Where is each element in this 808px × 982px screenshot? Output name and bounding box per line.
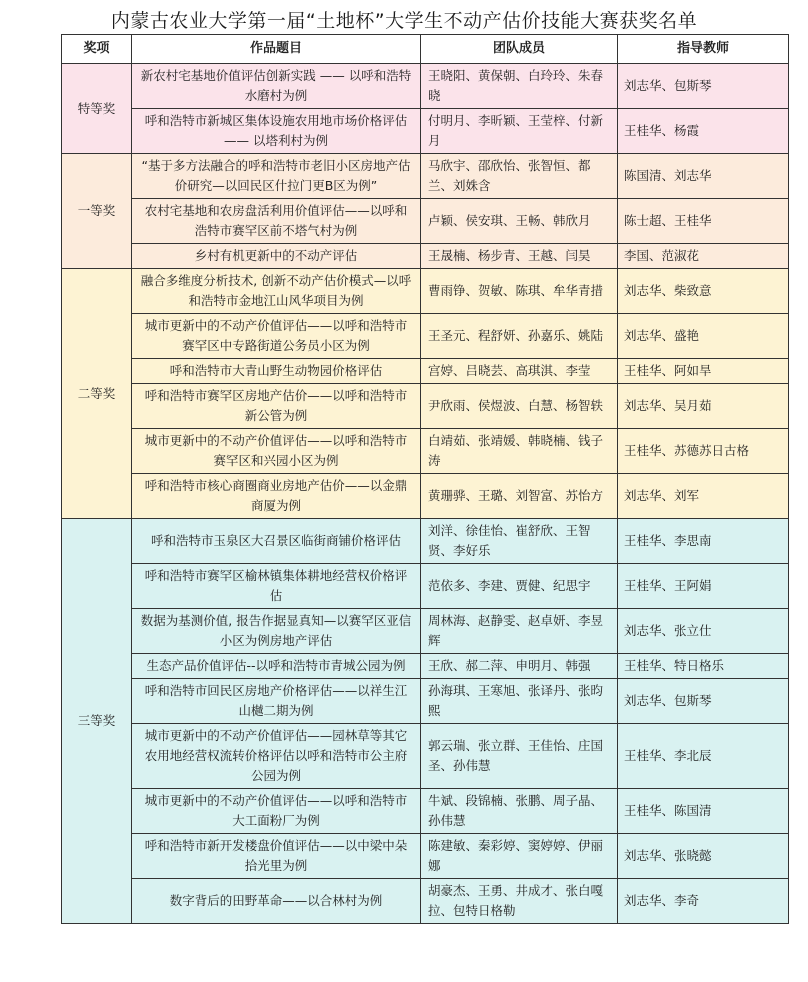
advisors-cell: 王桂华、李思南 <box>618 519 789 564</box>
members-cell: 卢颖、侯安琪、王畅、韩欣月 <box>421 199 618 244</box>
members-cell: 王圣元、程舒妍、孙嘉乐、姚陆 <box>421 314 618 359</box>
advisors-cell: 王桂华、特日格乐 <box>618 654 789 679</box>
advisors-cell: 王桂华、陈国清 <box>618 789 789 834</box>
advisors-cell: 王桂华、苏德苏日古格 <box>618 429 789 474</box>
award-cell: 二等奖 <box>62 269 132 519</box>
advisors-cell: 刘志华、吴月茹 <box>618 384 789 429</box>
advisors-cell: 王桂华、李北辰 <box>618 724 789 789</box>
members-cell: 范依多、李建、贾健、纪思宇 <box>421 564 618 609</box>
work-cell: 呼和浩特市回民区房地产价格评估——以祥生江山樾二期为例 <box>132 679 421 724</box>
table-row <box>62 244 789 269</box>
advisors-cell: 刘志华、张晓懿 <box>618 834 789 879</box>
table-row <box>62 64 789 109</box>
table-row <box>62 154 789 199</box>
advisors-cell: 李国、范淑花 <box>618 244 789 269</box>
advisors-cell: 陈国清、刘志华 <box>618 154 789 199</box>
members-cell: 周林海、赵静雯、赵卓妍、李昱辉 <box>421 609 618 654</box>
work-cell: 呼和浩特市大青山野生动物园价格评估 <box>132 359 421 384</box>
advisors-cell: 王桂华、杨霞 <box>618 109 789 154</box>
table-row <box>62 834 789 879</box>
advisors-cell: 刘志华、李奇 <box>618 879 789 924</box>
members-cell: 尹欣雨、侯煜波、白慧、杨智轶 <box>421 384 618 429</box>
members-cell: 付明月、李昕颖、王莹梓、付新月 <box>421 109 618 154</box>
table-row <box>62 879 789 924</box>
members-cell: 郭云瑞、张立群、王佳怡、庄国圣、孙伟慧 <box>421 724 618 789</box>
table-row <box>62 429 789 474</box>
members-cell: 马欣宇、邵欣怡、张智恒、都兰、刘姝含 <box>421 154 618 199</box>
work-cell: 乡村有机更新中的不动产评估 <box>132 244 421 269</box>
award-cell: 三等奖 <box>62 519 132 924</box>
members-cell: 宫婷、吕晓芸、高琪淇、李莹 <box>421 359 618 384</box>
advisors-cell: 刘志华、盛艳 <box>618 314 789 359</box>
header-advisors: 指导教师 <box>618 35 789 64</box>
award-cell: 特等奖 <box>62 64 132 154</box>
advisors-cell: 刘志华、包斯琴 <box>618 679 789 724</box>
table-row <box>62 679 789 724</box>
awards-body <box>62 64 789 924</box>
work-cell: 呼和浩特市核心商圈商业房地产估价——以金鼎商厦为例 <box>132 474 421 519</box>
work-cell: 新农村宅基地价值评估创新实践 —— 以呼和浩特水磨村为例 <box>132 64 421 109</box>
members-cell: 胡豪杰、王勇、井成才、张白嘎拉、包特日格勒 <box>421 879 618 924</box>
table-row <box>62 789 789 834</box>
members-cell: 白靖茹、张靖媛、韩晓楠、钱子涛 <box>421 429 618 474</box>
advisors-cell: 刘志华、柴致意 <box>618 269 789 314</box>
members-cell: 陈建敏、秦彩婷、窦婷婷、伊丽娜 <box>421 834 618 879</box>
members-cell: 王晟楠、杨步青、王越、闫昊 <box>421 244 618 269</box>
table-row <box>62 109 789 154</box>
members-cell: 曹雨铮、贺敏、陈琪、牟华青措 <box>421 269 618 314</box>
work-cell: 城市更新中的不动产价值评估——以呼和浩特市赛罕区中专路街道公务员小区为例 <box>132 314 421 359</box>
advisors-cell: 刘志华、张立仕 <box>618 609 789 654</box>
advisors-cell: 刘志华、刘军 <box>618 474 789 519</box>
header-award: 奖项 <box>62 35 132 64</box>
members-cell: 王欣、郝二萍、申明月、韩强 <box>421 654 618 679</box>
table-row <box>62 654 789 679</box>
header-work: 作品题目 <box>132 35 421 64</box>
awards-table <box>61 34 789 924</box>
table-row <box>62 384 789 429</box>
work-cell: 融合多维度分析技术, 创新不动产估价模式—以呼和浩特市金地江山风华项目为例 <box>132 269 421 314</box>
table-row <box>62 474 789 519</box>
table-row <box>62 269 789 314</box>
advisors-cell: 王桂华、王阿娟 <box>618 564 789 609</box>
work-cell: 城市更新中的不动产价值评估——园林草等其它农用地经营权流转价格评估以呼和浩特市公主府公园为例 <box>132 724 421 789</box>
table-row <box>62 564 789 609</box>
work-cell: 数字背后的田野革命——以合林村为例 <box>132 879 421 924</box>
advisors-cell: 刘志华、包斯琴 <box>618 64 789 109</box>
header-row <box>62 35 789 64</box>
table-row <box>62 359 789 384</box>
work-cell: 城市更新中的不动产价值评估——以呼和浩特市赛罕区和兴园小区为例 <box>132 429 421 474</box>
table-row <box>62 199 789 244</box>
work-cell: “基于多方法融合的呼和浩特市老旧小区房地产估价研究—以回民区什拉门更B区为例” <box>132 154 421 199</box>
work-cell: 农村宅基地和农房盘活利用价值评估——以呼和浩特市赛罕区前不塔气村为例 <box>132 199 421 244</box>
work-cell: 呼和浩特市玉泉区大召景区临街商铺价格评估 <box>132 519 421 564</box>
work-cell: 呼和浩特市赛罕区房地产估价——以呼和浩特市新公管为例 <box>132 384 421 429</box>
work-cell: 城市更新中的不动产价值评估——以呼和浩特市大工面粉厂为例 <box>132 789 421 834</box>
page-title: 内蒙古农业大学第一届“土地杯”大学生不动产估价技能大赛获奖名单 <box>110 10 698 32</box>
work-cell: 呼和浩特市新城区集体设施农用地市场价格评估—— 以塔利村为例 <box>132 109 421 154</box>
work-cell: 数据为基测价值, 报告作据显真知—以赛罕区亚信小区为例房地产评估 <box>132 609 421 654</box>
table-row <box>62 519 789 564</box>
members-cell: 刘洋、徐佳怡、崔舒欣、王智贤、李好乐 <box>421 519 618 564</box>
award-cell: 一等奖 <box>62 154 132 269</box>
advisors-cell: 陈士超、王桂华 <box>618 199 789 244</box>
members-cell: 王晓阳、黄保朝、白玲玲、朱春晓 <box>421 64 618 109</box>
members-cell: 孙海琪、王寒旭、张译丹、张昀熙 <box>421 679 618 724</box>
header-members: 团队成员 <box>421 35 618 64</box>
work-cell: 呼和浩特市赛罕区榆林镇集体耕地经营权价格评估 <box>132 564 421 609</box>
work-cell: 呼和浩特市新开发楼盘价值评估——以中梁中朵拾光里为例 <box>132 834 421 879</box>
table-row <box>62 724 789 789</box>
work-cell: 生态产品价值评估--以呼和浩特市青城公园为例 <box>132 654 421 679</box>
members-cell: 黄珊骅、王璐、刘智富、苏怡方 <box>421 474 618 519</box>
members-cell: 牛斌、段锦楠、张鹏、周子晶、孙伟慧 <box>421 789 618 834</box>
table-row <box>62 609 789 654</box>
advisors-cell: 王桂华、阿如旱 <box>618 359 789 384</box>
table-row <box>62 314 789 359</box>
